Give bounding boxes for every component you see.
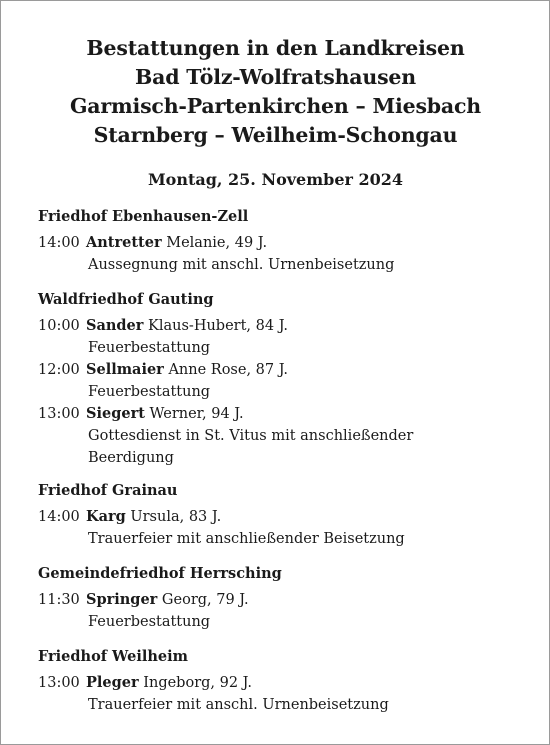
cemetery-name: Waldfriedhof Gauting [38,291,214,308]
entry-time: 11:30 [38,592,80,608]
entry-time: 13:00 [38,406,80,422]
header-line: Bestattungen in den Landkreisen [86,36,465,60]
entry-surname: Springer [86,591,158,608]
entry-surname: Siegert [86,405,145,422]
funeral-entry [38,315,508,359]
header-line: Bad Tölz-Wolfratshausen [135,65,416,89]
entry-time: 12:00 [38,362,80,378]
entry-detail: Feuerbestattung [88,340,211,356]
funeral-entry [38,359,508,403]
entry-detail: Trauerfeier mit anschl. Urnenbeisetzung [88,697,389,713]
entry-detail: Gottesdienst in St. Vitus mit anschließender [88,428,414,444]
entry-detail: Aussegnung mit anschl. Urnenbeisetzung [88,257,395,273]
funeral-entry [38,403,508,469]
entry-name-age: Georg, 79 J. [161,592,249,608]
entry-detail: Feuerbestattung [88,384,211,400]
entry-name-age: Klaus-Hubert, 84 J. [148,318,289,334]
entry-detail: Feuerbestattung [88,614,211,630]
entry-name-age: Werner, 94 J. [149,406,244,422]
entry-name-age: Anne Rose, 87 J. [168,362,289,378]
entry-time: 14:00 [38,235,80,251]
funeral-entry [38,589,508,633]
entry-name-age: Melanie, 49 J. [166,235,268,251]
cemetery-name: Gemeindefriedhof Herrsching [38,565,282,582]
notice-date: Montag, 25. November 2024 [147,170,404,189]
funeral-entry [38,506,508,550]
cemetery-name: Friedhof Weilheim [38,648,189,665]
header-line: Garmisch-Partenkirchen – Miesbach [70,94,481,118]
entry-time: 14:00 [38,509,80,525]
entry-surname: Pleger [86,674,139,691]
cemetery-name: Friedhof Ebenhausen-Zell [38,208,249,225]
entry-surname: Karg [86,508,126,525]
entry-time: 10:00 [38,318,80,334]
entry-surname: Antretter [86,234,162,251]
entry-name-age: Ursula, 83 J. [130,509,222,525]
entry-detail: Beerdigung [88,450,174,466]
cemetery-name: Friedhof Grainau [38,482,178,499]
funeral-entry [38,672,508,716]
notice-header [38,34,513,150]
entry-time: 13:00 [38,675,80,691]
funeral-entry [38,232,508,276]
header-line: Starnberg – Weilheim-Schongau [93,123,458,147]
entry-surname: Sellmaier [86,361,164,378]
entry-detail: Trauerfeier mit anschließender Beisetzung [88,531,405,547]
entry-name-age: Ingeborg, 92 J. [143,675,252,691]
entry-surname: Sander [86,317,144,334]
